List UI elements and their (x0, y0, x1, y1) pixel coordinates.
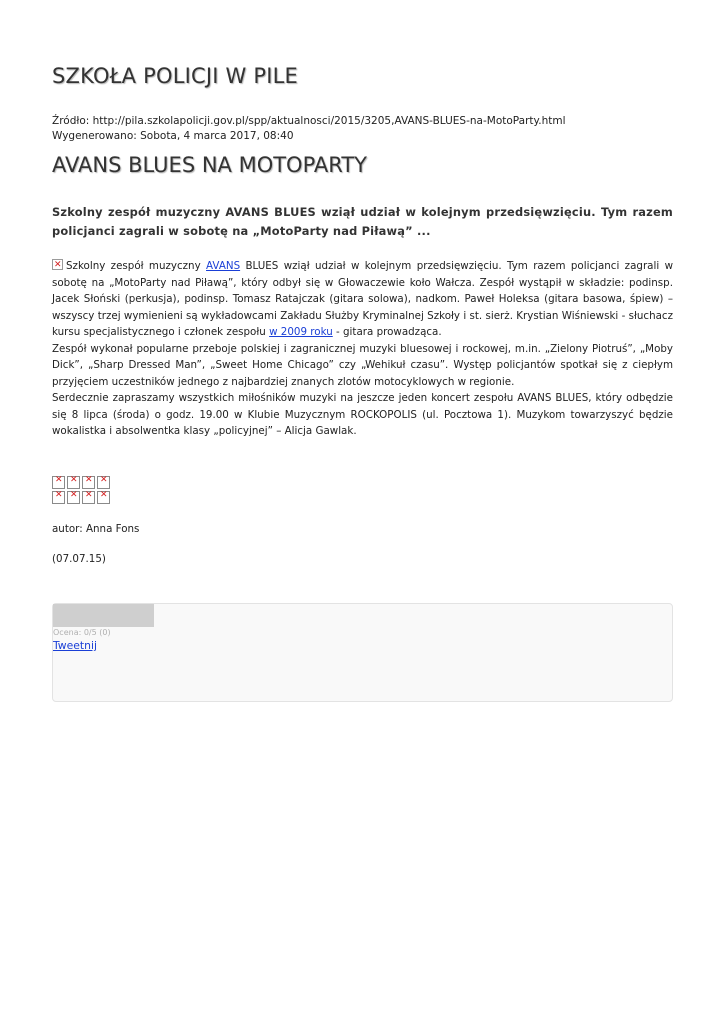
article-body (52, 258, 673, 440)
rating-stars[interactable] (53, 604, 154, 627)
article-date: (07.07.15) (52, 553, 106, 565)
year-2009-link[interactable]: w 2009 roku (269, 326, 333, 338)
gallery-row (52, 491, 116, 504)
body-paragraph-2: Zespół wykonał popularne przeboje polskiej i zagranicznej muzyki bluesowej i rockowej, m.in. „Zielony Piotruś”, „Moby Dick”, „Sharp Dressed Man”, „Sweet Home Chicago” czy „Wehikuł czasu”. Występ policjantów spotkał się z ciepłym przyjęciem uczestników jednego z najbardziej znanych zlotów motocyklowych w regionie. (52, 342, 673, 388)
gallery-row (52, 476, 116, 489)
broken-image-icon[interactable] (67, 476, 80, 489)
body-paragraph-3: Serdecznie zapraszamy wszystkich miłośników muzyki na jeszcze jeden koncert zespołu AVANS BLUES, który odbędzie się 8 lipca (środa) o godz. 19.00 w Klubie Muzycznym ROCKOPOLIS (ul. Pocztowa 1). Muzykom towarzyszyć będzie wokalistka i absolwentka klasy „policyjnej” – Alicja Gawlak. (52, 392, 673, 437)
photo-gallery (52, 476, 116, 506)
source-url: Źródło: http://pila.szkolapolicji.gov.pl/spp/aktualnosci/2015/3205,AVANS-BLUES-na-MotoParty.html (52, 115, 566, 127)
broken-image-icon[interactable] (52, 476, 65, 489)
body-paragraph-1: ✕Szkolny zespół muzyczny AVANS BLUES wziął udział w kolejnym przedsięwzięciu. Tym razem policjanci zagrali w sobotę na „MotoParty nad Piławą”, który odbył się w Głowaczewie koło Wałcza. Zespół wystąpił w składzie: podinsp. Jacek Słoński (perkusja), podinsp. Tomasz Ratajczak (gitara solowa), nadkom. Paweł Holeksa (gitara basowa, śpiew) – wszyscy trzej wymienieni są wykładowcami Zakładu Służby Kryminalnej Szkoły i st. sierż. Krystian Wiśniewski - słuchacz kursu specjalistycznego i członek zespołu w 2009 roku - gitara prowadząca. (52, 258, 673, 341)
article-title: AVANS BLUES NA MOTOPARTY (52, 153, 367, 177)
site-title: SZKOŁA POLICJI W PILE (52, 64, 298, 88)
generated-date: Wygenerowano: Sobota, 4 marca 2017, 08:40 (52, 130, 294, 142)
tweet-link[interactable]: Tweetnij (53, 639, 97, 652)
broken-image-icon[interactable] (97, 491, 110, 504)
broken-image-icon[interactable] (82, 491, 95, 504)
broken-image-icon[interactable] (82, 476, 95, 489)
avans-link[interactable]: AVANS (206, 260, 241, 272)
article-author: autor: Anna Fons (52, 523, 140, 535)
document-meta (52, 114, 566, 144)
broken-image-icon (52, 259, 63, 270)
broken-image-icon[interactable] (52, 491, 65, 504)
broken-image-icon[interactable] (97, 476, 110, 489)
social-box (52, 603, 673, 702)
broken-image-icon[interactable] (67, 491, 80, 504)
article-lead: Szkolny zespół muzyczny AVANS BLUES wziął udział w kolejnym przedsięwzięciu. Tym razem policjanci zagrali w sobotę na „MotoParty nad Piławą” ... (52, 205, 673, 238)
rating-text: Ocena: 0/5 (0) (53, 628, 111, 637)
